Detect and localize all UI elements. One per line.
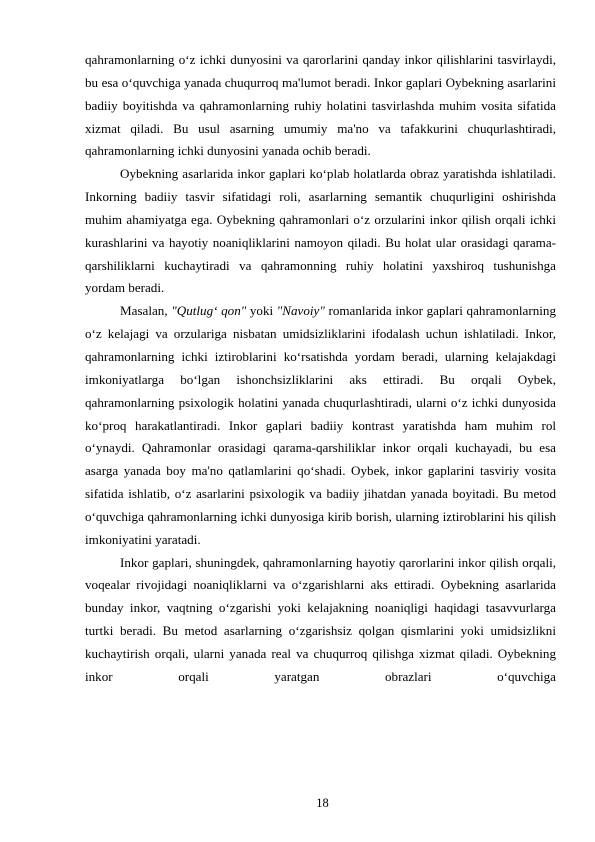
page-number: 18 (316, 796, 329, 810)
paragraph-3-conjunction: yoki (246, 303, 277, 319)
paragraph-3 (85, 300, 556, 551)
paragraph-3-start: Masalan, (120, 303, 172, 319)
paragraph-3-rest: romanlarida inkor gaplari qahramonlarning o‘z kelajagi va orzulariga nisbatan umidsizliklarini ifodalash uchun ishlatiladi. Inkor, qahramonlarning ichki iztiroblarini ko‘rsatishda yordam beradi, ularning kelajakdagi imkoniyatlarga bo‘lgan ishonchsizliklarini aks ettiradi. Bu orqali Oybek, qahramonlarning psixologik holatini yanada chuqurlashtiradi, ularni o‘z ichki dunyosida ko‘proq harakatlantiradi. Inkor gaplari badiiy kontrast yaratishda ham muhim rol o‘ynaydi. Qahramonlar orasidagi qarama-qarshiliklar inkor orqali kuchayadi, bu esa asarga yanada boy ma'no qatlamlarini qo‘shadi. Oybek, inkor gaplarini tasviriy vosita sifatida ishlatib, o‘z asarlarini psixologik va badiiy jihatdan yanada boyitadi. Bu metod o‘quvchiga qahramonlarning ichki dunyosiga kirib borish, ularning iztiroblarini his qilish imkoniyatini yaratadi. (85, 303, 556, 547)
paragraph-2: Oybekning asarlarida inkor gaplari ko‘plab holatlarda obraz yaratishda ishlatiladi. Inkorning badiiy tasvir sifatidagi roli, asarlarning semantik chuqurligini oshirishda muhim ahamiyatga ega. Oybekning qahramonlari o‘z orzularini inkor qilish orqali ichki kurashlarini va hayotiy noaniqliklarini namoyon qiladi. Bu holat ular orasidagi qarama-qarshiliklarni kuchaytiradi va qahramonning ruhiy holatini yaxshiroq tushunishga yordam beradi. (85, 166, 556, 296)
document-body (85, 49, 556, 689)
paragraph-4: Inkor gaplari, shuningdek, qahramonlarning hayotiy qarorlarini inkor qilish orqali, voqealar rivojidagi noaniqliklarni va o‘zgarishlarni aks ettiradi. Oybekning asarlarida bunday inkor, vaqtning o‘zgarishi yoki kelajakning noaniqligi haqidagi tasavvurlarga turtki beradi. Bu metod asarlarning o‘zgarishsiz qolgan qismlarini yoki umidsizlikni kuchaytirish orqali, ularni yanada real va chuqurroq qilishga xizmat qiladi. Oybekning inkor orqali yaratgan obrazlari o‘quvchiga (85, 554, 556, 684)
novel-title-qutlug-qon: "Qutlug‘ qon" (171, 303, 247, 319)
paragraph-1: qahramonlarning o‘z ichki dunyosini va qarorlarini qanday inkor qilishlarini tasvirlaydi, bu esa o‘quvchiga yanada chuqurroq ma'lumot beradi. Inkor gaplari Oybekning asarlarini badiiy boyitishda va qahramonlarning ruhiy holatini tasvirlashda muhim vosita sifatida xizmat qiladi. Bu usul asarning umumiy ma'no va tafakkurini chuqurlashtiradi, qahramonlarning ichki dunyosini yanada ochib beradi. (85, 52, 556, 159)
novel-title-navoiy: "Navoiy" (276, 303, 325, 319)
